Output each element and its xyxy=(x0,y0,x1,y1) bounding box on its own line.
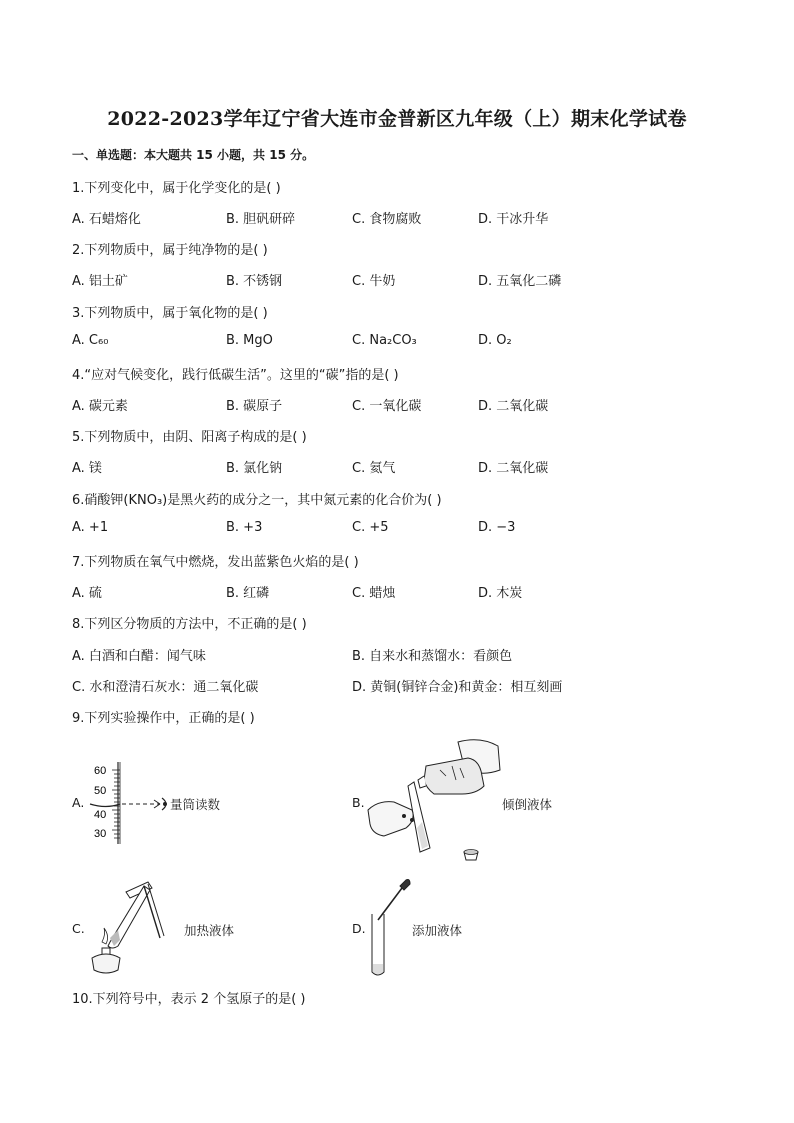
tick-label-30: 30 xyxy=(94,828,107,840)
q1-option-c: C. 食物腐败 xyxy=(352,212,422,227)
q2-option-c: C. 牛奶 xyxy=(352,274,396,289)
heating-liquid-figure xyxy=(88,878,178,978)
q6-option-b: B. +3 xyxy=(226,520,263,535)
q9-figure-d-letter: D. xyxy=(352,921,366,936)
q7-option-a: A. 硫 xyxy=(72,586,102,601)
pouring-liquid-figure xyxy=(368,736,508,866)
question-1: 1.下列变化中，属于化学变化的是( ) xyxy=(72,181,281,196)
q8-option-b: B. 自来水和蒸馏水：看颜色 xyxy=(352,649,513,664)
q2-option-b: B. 不锈钢 xyxy=(226,274,283,289)
adding-liquid-figure xyxy=(366,876,416,980)
tick-label-60: 60 xyxy=(94,765,107,777)
q9-figure-c-letter: C. xyxy=(72,921,85,936)
question-9: 9.下列实验操作中，正确的是( ) xyxy=(72,711,255,726)
question-7: 7.下列物质在氧气中燃烧，发出蓝紫色火焰的是( ) xyxy=(72,555,359,570)
q9-figure-a-letter: A. xyxy=(72,795,85,810)
q9-figure-c-label: 加热液体 xyxy=(184,923,235,938)
q8-option-a: A. 白酒和白醋：闻气味 xyxy=(72,649,206,664)
question-3: 3.下列物质中，属于氧化物的是( ) xyxy=(72,306,268,321)
question-5: 5.下列物质中，由阴、阳离子构成的是( ) xyxy=(72,430,307,445)
q6-option-c: C. +5 xyxy=(352,520,389,535)
q1-option-a: A. 石蜡熔化 xyxy=(72,212,141,227)
q7-option-d: D. 木炭 xyxy=(478,586,523,601)
section-heading: 一、单选题：本大题共 15 小题，共 15 分。 xyxy=(72,148,315,162)
q4-option-c: C. 一氧化碳 xyxy=(352,399,422,414)
q5-option-b: B. 氯化钠 xyxy=(226,461,283,476)
q4-option-a: A. 碳元素 xyxy=(72,399,128,414)
q4-option-b: B. 碳原子 xyxy=(226,399,283,414)
q4-option-d: D. 二氧化碳 xyxy=(478,399,549,414)
question-6: 6.硝酸钾(KNO₃)是黑火药的成分之一，其中氮元素的化合价为( ) xyxy=(72,493,442,508)
q3-option-d: D. O₂ xyxy=(478,333,512,348)
tick-label-40: 40 xyxy=(94,809,107,821)
q9-figure-a-label: 量筒读数 xyxy=(170,797,221,812)
tick-label-50: 50 xyxy=(94,785,107,797)
q7-option-b: B. 红磷 xyxy=(226,586,270,601)
q5-option-d: D. 二氧化碳 xyxy=(478,461,549,476)
q2-option-a: A. 铝土矿 xyxy=(72,274,128,289)
question-2: 2.下列物质中，属于纯净物的是( ) xyxy=(72,243,268,258)
dropper-icon xyxy=(378,880,410,921)
q1-option-d: D. 干冰升华 xyxy=(478,212,549,227)
q3-option-b: B. MgO xyxy=(226,333,273,348)
question-8: 8.下列区分物质的方法中，不正确的是( ) xyxy=(72,617,307,632)
eye-icon xyxy=(162,798,167,810)
graduated-cylinder-figure xyxy=(86,760,176,846)
q8-option-c: C. 水和澄清石灰水：通二氧化碳 xyxy=(72,680,259,695)
question-10: 10.下列符号中，表示 2 个氢原子的是( ) xyxy=(72,992,306,1007)
q5-option-c: C. 氦气 xyxy=(352,461,396,476)
q1-option-b: B. 胆矾研碎 xyxy=(226,212,296,227)
q5-option-a: A. 镁 xyxy=(72,461,102,476)
q3-option-c: C. Na₂CO₃ xyxy=(352,333,417,348)
reagent-bottle-icon xyxy=(418,758,484,794)
q6-option-a: A. +1 xyxy=(72,520,109,535)
q9-figure-d-label: 添加液体 xyxy=(412,923,463,938)
q7-option-c: C. 蜡烛 xyxy=(352,586,396,601)
q3-option-a: A. C₆₀ xyxy=(72,333,109,348)
q9-figure-b-label: 倾倒液体 xyxy=(502,797,553,812)
question-4: 4.“应对气候变化，践行低碳生活”。这里的“碳”指的是( ) xyxy=(72,368,399,383)
stopper-icon xyxy=(464,850,478,861)
q2-option-d: D. 五氧化二磷 xyxy=(478,274,562,289)
q6-option-d: D. −3 xyxy=(478,520,516,535)
q9-figure-b-letter: B. xyxy=(352,795,365,810)
page-title: 2022-2023学年辽宁省大连市金普新区九年级（上）期末化学试卷 xyxy=(107,108,687,130)
q8-option-d: D. 黄铜(铜锌合金)和黄金：相互刻画 xyxy=(352,680,563,695)
